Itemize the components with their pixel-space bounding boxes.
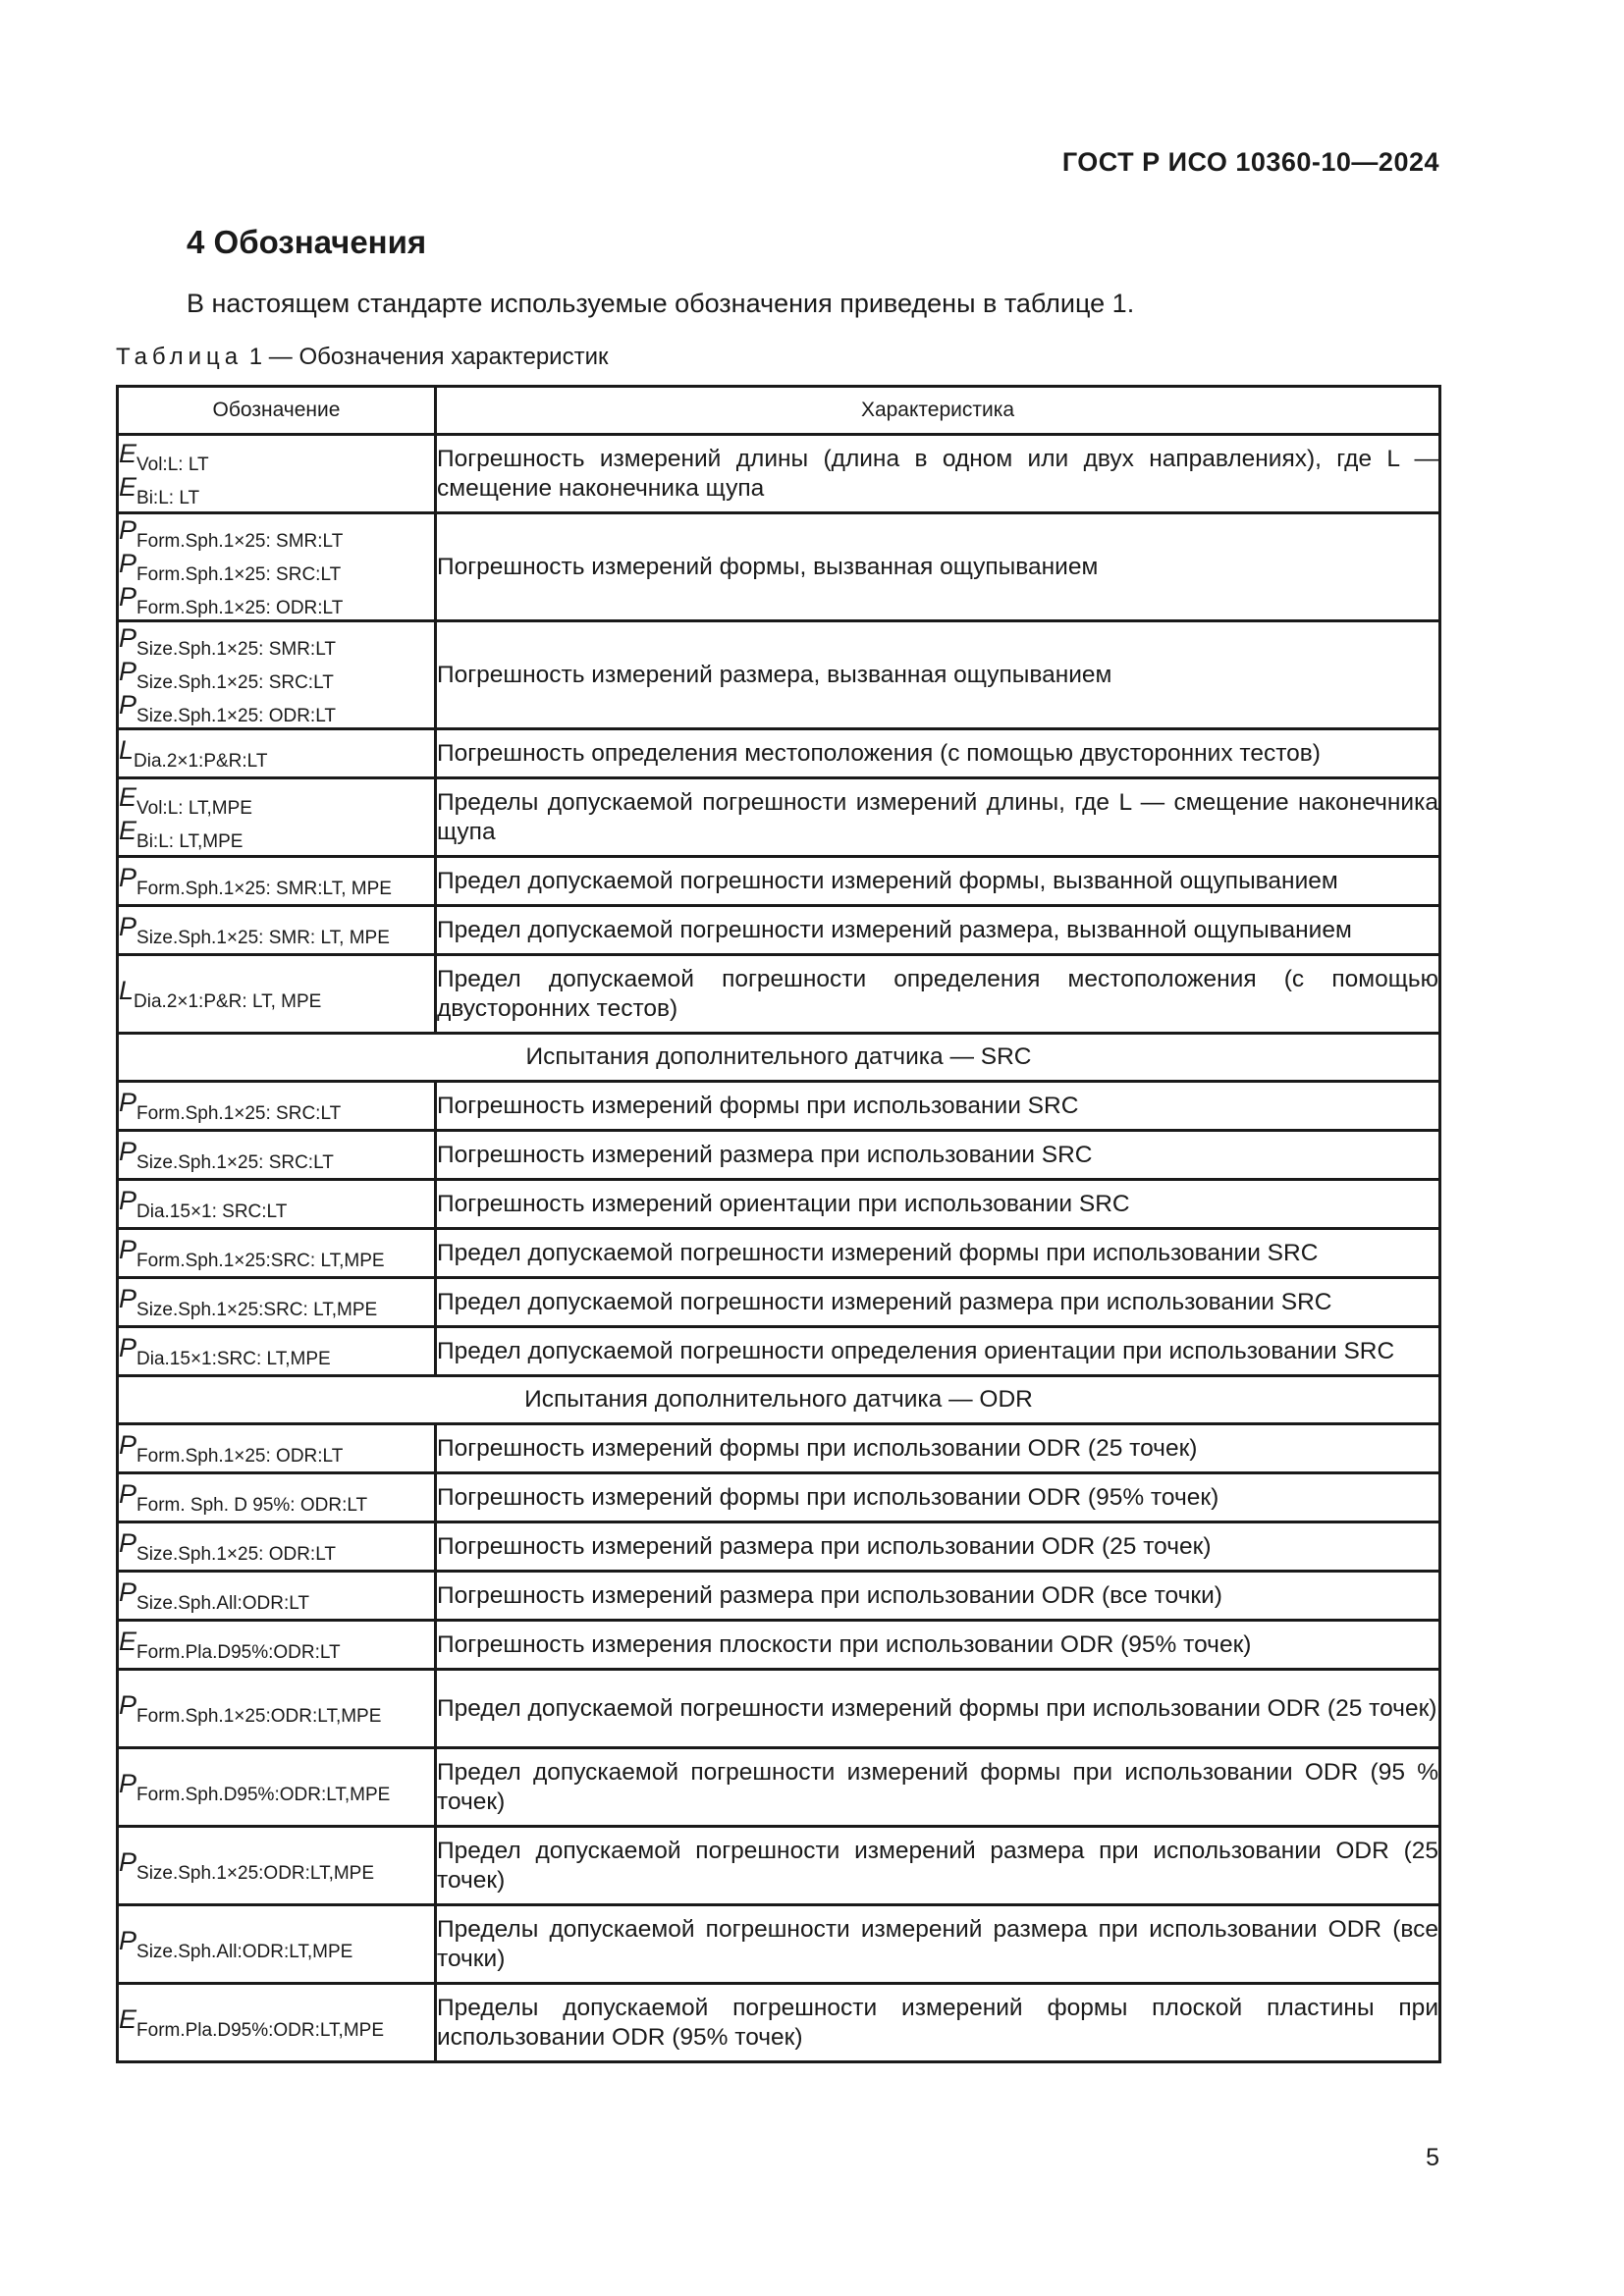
- table-row: [118, 778, 1440, 857]
- symbol-cell: [118, 1229, 436, 1278]
- symbol-cell: [118, 778, 436, 857]
- symbol-letter: P: [119, 862, 137, 892]
- symbol-subscript: Form.Sph.D95%:ODR:LT,MPE: [136, 1784, 391, 1805]
- symbol-subscript: Form.Pla.D95%:ODR:LT: [136, 1641, 341, 1663]
- section-heading-cell: Испытания дополнительного датчика — SRC: [118, 1034, 1440, 1082]
- symbol: [119, 1576, 434, 1614]
- symbol-subscript: Size.Sph.1×25: SMR:LT: [136, 638, 336, 660]
- characteristic-cell: Погрешность измерения плоскости при использовании ODR (95% точек): [436, 1621, 1440, 1670]
- table-row: [118, 1827, 1440, 1905]
- table-row: [118, 1984, 1440, 2062]
- symbol-cell: [118, 1984, 436, 2062]
- table-row: [118, 1424, 1440, 1473]
- symbol: [119, 656, 434, 693]
- symbol-subscript: Bi:L: LT: [136, 487, 200, 508]
- characteristic-cell: Предел допускаемой погрешности измерений формы при использовании ODR (25 точек): [436, 1670, 1440, 1748]
- symbol-cell: [118, 1424, 436, 1473]
- symbol-letter: P: [119, 1283, 137, 1313]
- symbol-letter: E: [119, 2003, 137, 2034]
- characteristic-cell: Погрешность измерений ориентации при использовании SRC: [436, 1180, 1440, 1229]
- characteristic-cell: Погрешность измерений размера при использовании ODR (25 точек): [436, 1522, 1440, 1572]
- symbol-subscript: Size.Sph.1×25:SRC: LT,MPE: [136, 1299, 378, 1320]
- table-row: [118, 1327, 1440, 1376]
- characteristic-cell: Предел допускаемой погрешности измерений размера при использовании SRC: [436, 1278, 1440, 1327]
- symbol-letter: P: [119, 1332, 137, 1362]
- symbol-subscript: Size.Sph.All:ODR:LT,MPE: [136, 1941, 353, 1962]
- table-row: [118, 906, 1440, 955]
- characteristic-cell: Предел допускаемой погрешности измерений формы, вызванной ощупыванием: [436, 857, 1440, 906]
- characteristic-cell: Погрешность измерений размера при использовании SRC: [436, 1131, 1440, 1180]
- symbol-cell: [118, 1522, 436, 1572]
- table-row: [118, 1131, 1440, 1180]
- symbol-cell: [118, 857, 436, 906]
- table-row: [118, 621, 1440, 729]
- symbol-subscript: Form.Sph.1×25:SRC: LT,MPE: [136, 1250, 385, 1271]
- table-row: [118, 1572, 1440, 1621]
- symbol: [119, 581, 434, 618]
- intro-paragraph: В настоящем стандарте используемые обозначения приведены в таблице 1.: [187, 289, 1135, 318]
- symbol-letter: P: [119, 622, 137, 653]
- symbol-subscript: Vol:L: LT,MPE: [136, 797, 252, 819]
- characteristic-cell: Предел допускаемой погрешности измерений размера, вызванной ощупыванием: [436, 906, 1440, 955]
- characteristic-cell: Предел допускаемой погрешности измерений формы при использовании ODR (95 % точек): [436, 1748, 1440, 1827]
- table-section-row: [118, 1376, 1440, 1424]
- symbol-letter: P: [119, 1429, 137, 1460]
- symbol: [119, 734, 434, 772]
- symbol-cell: [118, 906, 436, 955]
- symbol-subscript: Form.Sph.1×25: SRC:LT: [136, 563, 342, 585]
- symbol: [119, 1846, 434, 1884]
- symbol-subscript: Size.Sph.1×25: ODR:LT: [136, 705, 336, 726]
- symbol-subscript: Form.Pla.D95%:ODR:LT,MPE: [136, 2019, 384, 2041]
- symbol-letter: P: [119, 1185, 137, 1215]
- symbol-letter: P: [119, 581, 137, 612]
- symbol: [119, 689, 434, 726]
- symbol-cell: [118, 1572, 436, 1621]
- symbol-letter: E: [119, 471, 137, 502]
- characteristic-cell: Погрешность измерений размера, вызванная ощупыванием: [436, 621, 1440, 729]
- symbol: [119, 438, 434, 475]
- symbol-letter: P: [119, 1234, 137, 1264]
- symbol-letter: L: [119, 975, 135, 1005]
- table-section-row: [118, 1034, 1440, 1082]
- symbol-subscript: Size.Sph.1×25: SMR: LT, MPE: [136, 927, 390, 948]
- table-row: [118, 1473, 1440, 1522]
- symbol-cell: [118, 729, 436, 778]
- characteristic-cell: Предел допускаемой погрешности измерений размера при использовании ODR (25 точек): [436, 1827, 1440, 1905]
- characteristic-cell: Погрешность измерений размера при использовании ODR (все точки): [436, 1572, 1440, 1621]
- symbol-letter: P: [119, 548, 137, 578]
- symbol-cell: [118, 513, 436, 621]
- symbol: [119, 1527, 434, 1565]
- symbol-letter: P: [119, 1925, 137, 1955]
- symbol: [119, 1429, 434, 1467]
- symbol: [119, 2003, 434, 2041]
- characteristic-cell: Пределы допускаемой погрешности измерений размера при использовании ODR (все точки): [436, 1905, 1440, 1984]
- symbol: [119, 471, 434, 508]
- symbol-cell: [118, 1278, 436, 1327]
- symbol-subscript: Form.Sph.1×25: ODR:LT: [136, 1445, 344, 1467]
- characteristic-cell: Погрешность измерений длины (длина в одном или двух направлениях), где L — смещение наконечника щупа: [436, 435, 1440, 513]
- symbol-letter: E: [119, 815, 137, 845]
- table-row: [118, 1748, 1440, 1827]
- symbol-letter: P: [119, 911, 137, 941]
- section-title: 4 Обозначения: [187, 224, 427, 260]
- symbol-letter: P: [119, 1846, 137, 1877]
- symbol-subscript: Size.Sph.1×25: SRC:LT: [136, 671, 334, 693]
- symbol-letter: E: [119, 781, 137, 812]
- symbol-letter: P: [119, 1689, 137, 1720]
- table-row: [118, 1621, 1440, 1670]
- symbol-letter: E: [119, 1626, 137, 1656]
- characteristic-cell: Погрешность измерений формы при использовании ODR (25 точек): [436, 1424, 1440, 1473]
- characteristic-cell: Пределы допускаемой погрешности измерений формы плоской пластины при использовании ODR (95% точек): [436, 1984, 1440, 2062]
- table-row: [118, 1522, 1440, 1572]
- symbol-letter: P: [119, 1478, 137, 1509]
- symbol-cell: [118, 1670, 436, 1748]
- symbol: [119, 1332, 434, 1369]
- table-row: [118, 729, 1440, 778]
- characteristic-cell: Погрешность измерений формы при использовании SRC: [436, 1082, 1440, 1131]
- symbol: [119, 1185, 434, 1222]
- table-row: [118, 1670, 1440, 1748]
- symbol-letter: P: [119, 656, 137, 686]
- symbol-letter: E: [119, 438, 137, 468]
- symbols-table: [116, 385, 1441, 2063]
- symbol-subscript: Dia.2×1:P&R: LT, MPE: [134, 990, 322, 1012]
- symbol-cell: [118, 1905, 436, 1984]
- symbol-cell: [118, 1082, 436, 1131]
- characteristic-cell: Предел допускаемой погрешности измерений формы при использовании SRC: [436, 1229, 1440, 1278]
- table-row: [118, 955, 1440, 1034]
- symbol-cell: [118, 1327, 436, 1376]
- symbol-letter: P: [119, 1576, 137, 1607]
- symbol: [119, 1234, 434, 1271]
- table-row: [118, 1180, 1440, 1229]
- table-row: [118, 1229, 1440, 1278]
- symbol-letter: P: [119, 1136, 137, 1166]
- table-row: [118, 857, 1440, 906]
- symbol-cell: [118, 1621, 436, 1670]
- symbol: [119, 1087, 434, 1124]
- symbol-cell: [118, 1473, 436, 1522]
- symbol-letter: P: [119, 1768, 137, 1798]
- symbol-letter: P: [119, 514, 137, 545]
- table-row: [118, 1082, 1440, 1131]
- col-header-characteristic: Характеристика: [436, 387, 1440, 435]
- symbol-subscript: Vol:L: LT: [136, 454, 209, 475]
- symbol: [119, 514, 434, 552]
- characteristic-cell: Погрешность измерений формы при использовании ODR (95% точек): [436, 1473, 1440, 1522]
- characteristic-cell: Пределы допускаемой погрешности измерений длины, где L — смещение наконечника щупа: [436, 778, 1440, 857]
- page-number: 5: [1426, 2144, 1439, 2171]
- symbol: [119, 1478, 434, 1516]
- symbol-cell: [118, 1131, 436, 1180]
- symbol: [119, 862, 434, 899]
- caption-text: 1 — Обозначения характеристик: [243, 344, 609, 370]
- symbol-subscript: Bi:L: LT,MPE: [136, 830, 244, 852]
- symbol: [119, 548, 434, 585]
- symbol-letter: P: [119, 1527, 137, 1558]
- table-header-row: [118, 387, 1440, 435]
- symbol: [119, 622, 434, 660]
- symbol-subscript: Form.Sph.1×25: SMR:LT, MPE: [136, 878, 392, 899]
- symbol-cell: [118, 1180, 436, 1229]
- symbol: [119, 911, 434, 948]
- symbol-subscript: Size.Sph.1×25: SRC:LT: [136, 1151, 334, 1173]
- symbol-subscript: Dia.2×1:P&R:LT: [134, 750, 268, 772]
- symbol: [119, 815, 434, 852]
- symbol-letter: P: [119, 689, 137, 720]
- characteristic-cell: Погрешность определения местоположения (с помощью двусторонних тестов): [436, 729, 1440, 778]
- symbol: [119, 1283, 434, 1320]
- symbol: [119, 1925, 434, 1962]
- symbol-letter: L: [119, 734, 135, 765]
- symbol: [119, 1626, 434, 1663]
- standard-header: ГОСТ Р ИСО 10360-10—2024: [1061, 147, 1439, 177]
- symbol-cell: [118, 621, 436, 729]
- table-body: [118, 435, 1440, 2062]
- symbol-subscript: Size.Sph.All:ODR:LT: [136, 1592, 309, 1614]
- symbol: [119, 781, 434, 819]
- characteristic-cell: Предел допускаемой погрешности определения ориентации при использовании SRC: [436, 1327, 1440, 1376]
- symbol: [119, 975, 434, 1012]
- symbol-subscript: Form.Sph.1×25:ODR:LT,MPE: [136, 1705, 382, 1727]
- table-caption: [116, 344, 608, 371]
- symbol-subscript: Size.Sph.1×25: ODR:LT: [136, 1543, 336, 1565]
- section-heading-cell: Испытания дополнительного датчика — ODR: [118, 1376, 1440, 1424]
- symbol: [119, 1689, 434, 1727]
- symbol: [119, 1768, 434, 1805]
- symbol: [119, 1136, 434, 1173]
- symbol-letter: P: [119, 1087, 137, 1117]
- symbol-cell: [118, 1827, 436, 1905]
- symbol-cell: [118, 1748, 436, 1827]
- table-row: [118, 1905, 1440, 1984]
- symbol-subscript: Form.Sph.1×25: SRC:LT: [136, 1102, 342, 1124]
- col-header-symbol: Обозначение: [118, 387, 436, 435]
- symbol-subscript: Form.Sph.1×25: ODR:LT: [136, 597, 344, 618]
- table-row: [118, 435, 1440, 513]
- caption-label: Таблица: [116, 344, 244, 370]
- symbol-cell: [118, 955, 436, 1034]
- characteristic-cell: Погрешность измерений формы, вызванная ощупыванием: [436, 513, 1440, 621]
- table-row: [118, 513, 1440, 621]
- symbol-subscript: Size.Sph.1×25:ODR:LT,MPE: [136, 1862, 375, 1884]
- symbol-subscript: Dia.15×1: SRC:LT: [136, 1201, 288, 1222]
- table-row: [118, 1278, 1440, 1327]
- symbol-subscript: Form.Sph.1×25: SMR:LT: [136, 530, 344, 552]
- symbol-subscript: Dia.15×1:SRC: LT,MPE: [136, 1348, 331, 1369]
- symbol-cell: [118, 435, 436, 513]
- symbol-subscript: Form. Sph. D 95%: ODR:LT: [136, 1494, 368, 1516]
- characteristic-cell: Предел допускаемой погрешности определения местоположения (с помощью двусторонних тестов): [436, 955, 1440, 1034]
